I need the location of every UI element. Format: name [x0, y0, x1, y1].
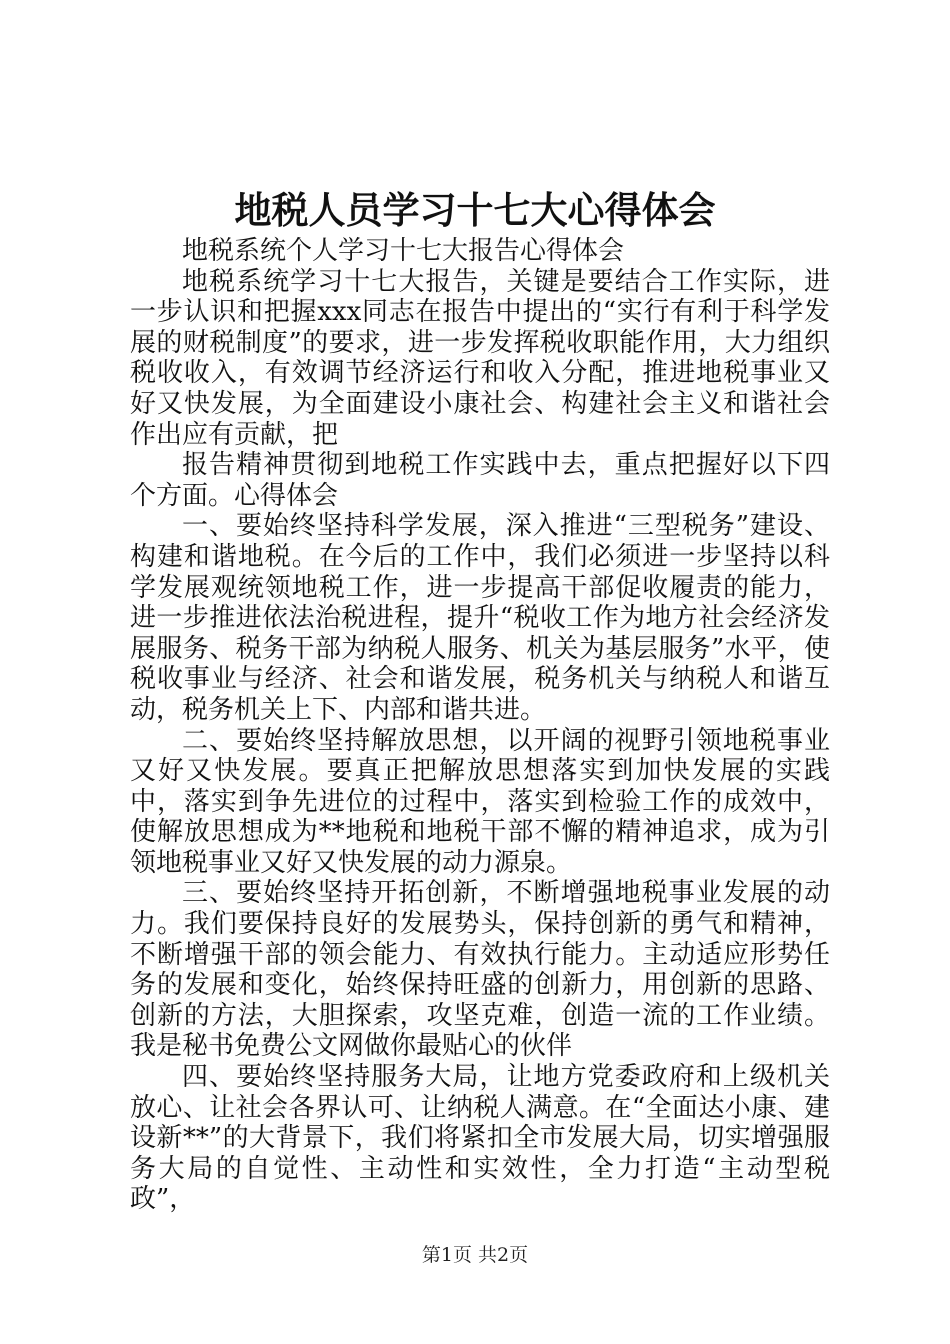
paragraph-point-four: 四、要始终坚持服务大局，让地方党委政府和上级机关放心、让社会各界认可、让纳税人满意。在“全面达小康、建设新**”的大背景下，我们将紧扣全市发展大局，切实增强服务大局的自觉性、主动性和实效性，全力打造“主动型税政”， [130, 1062, 830, 1215]
document-title: 地税人员学习十七大心得体会 [234, 188, 716, 232]
document-body [130, 236, 830, 1215]
page-footer: 第1页 共2页 [421, 1244, 529, 1266]
paragraph-point-two: 二、要始终坚持解放思想，以开阔的视野引领地税事业又好又快发展。要真正把解放思想落实到加快发展的实践中，落实到争先进位的过程中，落实到检验工作的成效中，使解放思想成为**地税和地税干部不懈的精神追求，成为引领地税事业又好又快发展的动力源泉。 [130, 725, 830, 878]
paragraph-point-three: 三、要始终坚持开拓创新，不断增强地税事业发展的动力。我们要保持良好的发展势头，保持创新的勇气和精神，不断增强干部的领会能力、有效执行能力。主动适应形势任务的发展和变化，始终保持旺盛的创新力，用创新的思路、创新的方法，大胆探索，攻坚克难，创造一流的工作业绩。我是秘书免费公文网做你最贴心的伙伴 [130, 878, 830, 1062]
paragraph-subtitle: 地税系统个人学习十七大报告心得体会 [182, 236, 625, 266]
paragraph-transition: 报告精神贯彻到地税工作实践中去，重点把握好以下四个方面。心得体会 [130, 450, 830, 511]
paragraph-point-one: 一、要始终坚持科学发展，深入推进“三型税务”建设、构建和谐地税。在今后的工作中，我们必须进一步坚持以科学发展观统领地税工作，进一步提高干部促收履责的能力，进一步推进依法治税进程，提升“税收工作为地方社会经济发展服务、税务干部为纳税人服务、机关为基层服务”水平，使税收事业与经济、社会和谐发展，税务机关与纳税人和谐互动，税务机关上下、内部和谐共进。 [130, 511, 830, 725]
paragraph-intro: 地税系统学习十七大报告，关键是要结合工作实际，进一步认识和把握xxx同志在报告中提出的“实行有利于科学发展的财税制度”的要求，进一步发挥税收职能作用，大力组织税收收入，有效调节经济运行和收入分配，推进地税事业又好又快发展，为全面建设小康社会、构建社会主义和谐社会作出应有贡献，把 [130, 266, 830, 450]
